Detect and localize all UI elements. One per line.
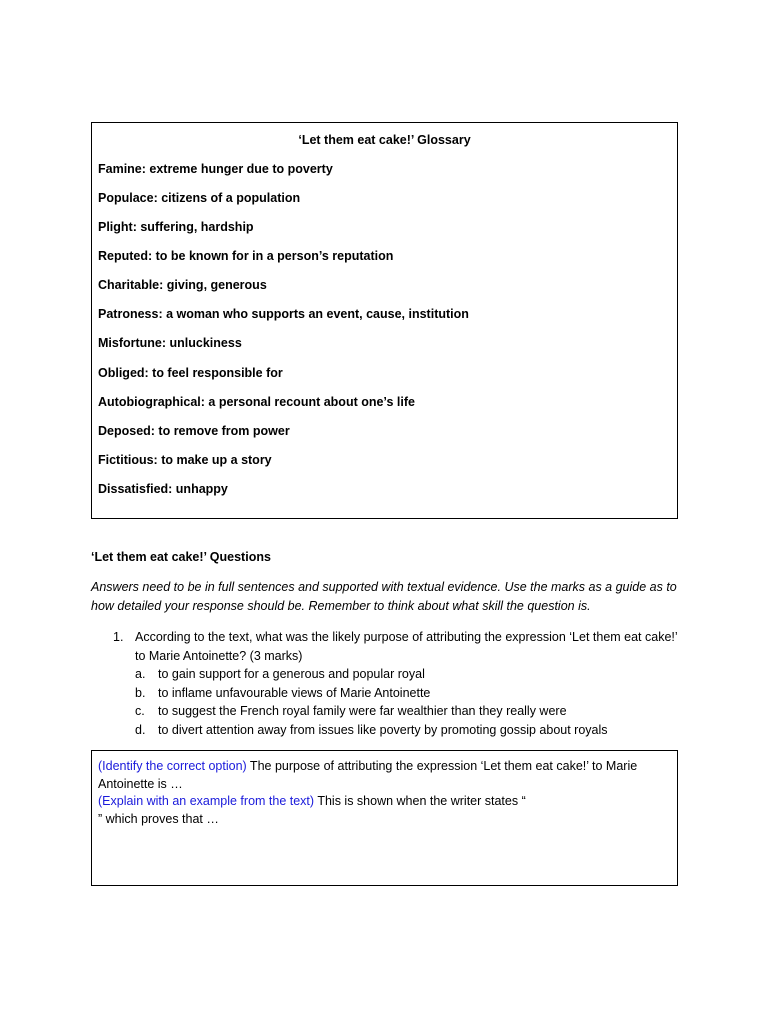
glossary-item: Deposed: to remove from power [98, 424, 290, 438]
glossary-item: Reputed: to be known for in a person’s reputation [98, 249, 394, 263]
option-letter: a. [135, 667, 146, 681]
glossary-item: Populace: citizens of a population [98, 191, 301, 205]
glossary-item: Plight: suffering, hardship [98, 220, 254, 234]
glossary-item: Dissatisfied: unhappy [98, 482, 228, 496]
answer-line-1 [98, 758, 671, 793]
option-letter: b. [135, 685, 146, 700]
option-b [135, 684, 683, 703]
option-text: to suggest the French royal family were far wealthier than they really were [158, 704, 567, 718]
glossary-item: Fictitious: to make up a story [98, 453, 272, 467]
option-c [135, 702, 683, 721]
questions-heading: ‘Let them eat cake!’ Questions [91, 550, 271, 564]
answer-prompt-identify: (Identify the correct option) [98, 759, 247, 773]
question-1 [113, 628, 683, 739]
option-text: to gain support for a generous and popular royal [158, 667, 425, 681]
question-number: 1. [113, 630, 124, 644]
answer-text: This is shown when the writer states “ [314, 794, 526, 808]
answer-text: The purpose of attributing the expression ‘Let them eat cake!’ to Marie Antoinette is … [98, 759, 638, 791]
glossary-item: Obliged: to feel responsible for [98, 366, 283, 380]
option-text: to divert attention away from issues like poverty by promoting gossip about royals [158, 722, 608, 737]
glossary-item: Misfortune: unluckiness [98, 336, 242, 350]
glossary-item: Famine: extreme hunger due to poverty [98, 162, 333, 176]
glossary-item: Charitable: giving, generous [98, 278, 267, 292]
glossary-item: Patroness: a woman who supports an event, cause, institution [98, 307, 469, 321]
question-text: According to the text, what was the likely purpose of attributing the expression ‘Let them eat cake!’ to Marie Antoinette? (3 marks) [135, 630, 678, 663]
glossary-item: Autobiographical: a personal recount about one’s life [98, 395, 415, 409]
glossary-title: ‘Let them eat cake!’ Glossary [298, 133, 471, 147]
answer-line-2 [98, 793, 671, 811]
answer-box[interactable] [91, 750, 678, 886]
option-text: to inflame unfavourable views of Marie Antoinette [158, 685, 431, 700]
answer-prompt-explain: (Explain with an example from the text) [98, 794, 315, 808]
option-letter: c. [135, 704, 145, 718]
instructions-text: Answers need to be in full sentences and supported with textual evidence. Use the marks as a guide as to how detailed your response should be. Remember to think about what skill the question is. [91, 580, 677, 613]
option-letter: d. [135, 722, 146, 737]
answer-line-3: ” which proves that … [98, 811, 219, 826]
option-d [135, 721, 683, 740]
glossary-box [91, 122, 678, 519]
option-a [135, 665, 683, 684]
